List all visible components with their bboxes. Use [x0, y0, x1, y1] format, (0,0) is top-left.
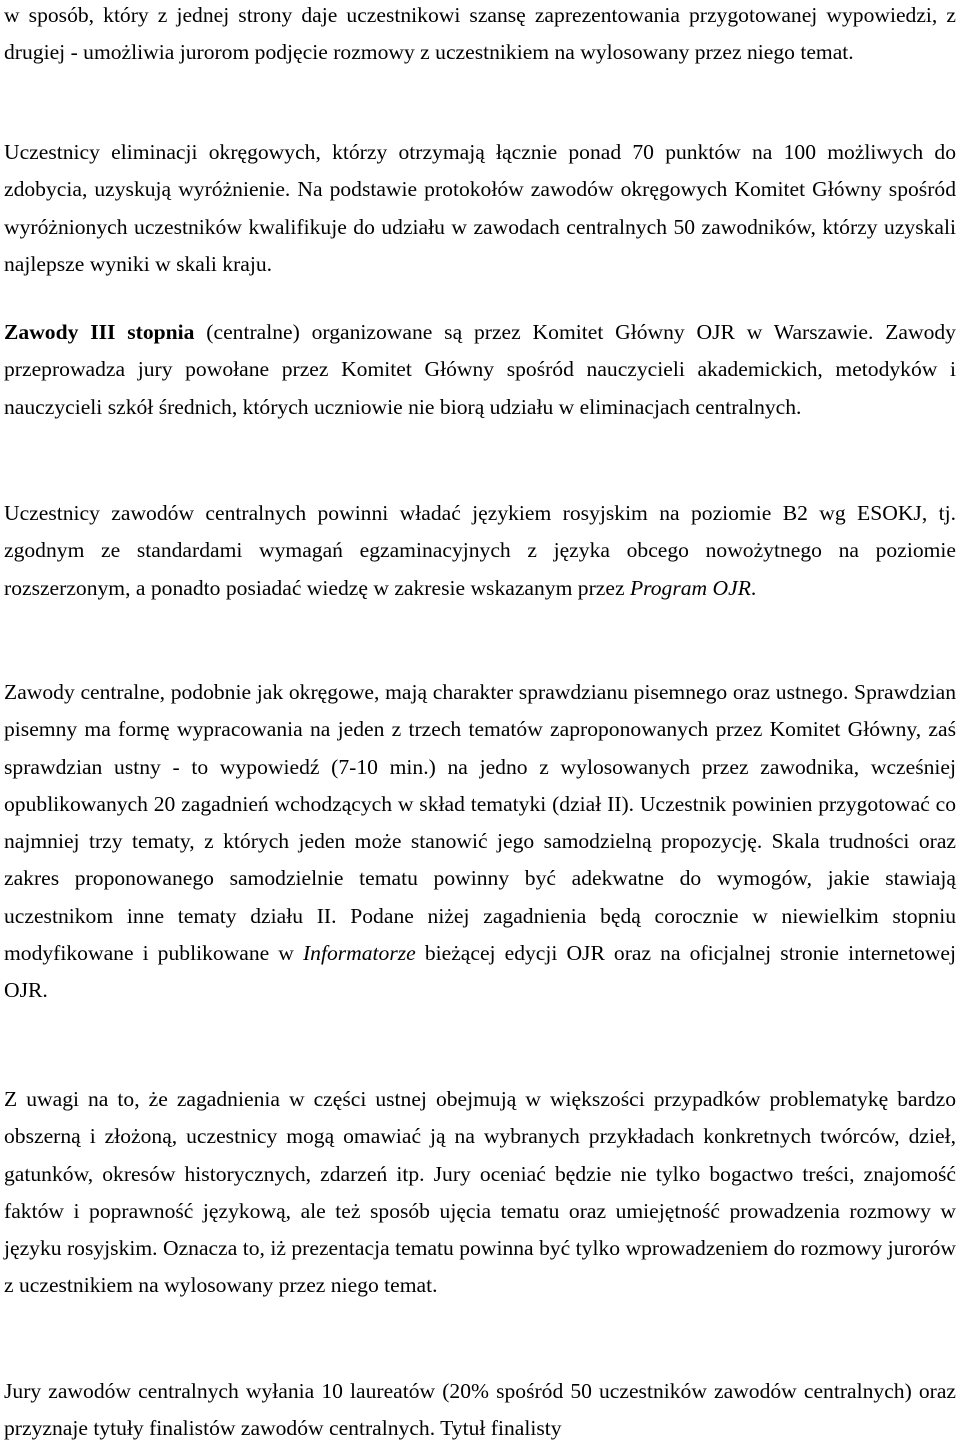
paragraph-language-level — [4, 495, 956, 607]
paragraph-oral-presentation: w sposób, który z jednej strony daje uczestnikowi szansę zaprezentowania przygotowanej wypowiedzi, z drugiej - umożliwia jurorom podjęcie rozmowy z uczestnikiem na wylosowany przez niego temat. — [4, 3, 956, 65]
paragraph-district-qualification: Uczestnicy eliminacji okręgowych, którzy otrzymają łącznie ponad 70 punktów na 100 możliwych do zdobycia, uzyskują wyróżnienie. Na podstawie protokołów zawodów okręgowych Komitet Główny spośród wyróżnionych uczestników kwalifikuje do udziału w zawodach centralnych 50 zawodników, którzy uzyskali najlepsze wyniki w skali kraju. — [4, 140, 956, 276]
program-ojr-reference: Program OJR — [629, 575, 751, 600]
language-level-text: Uczestnicy zawodów centralnych powinni władać językiem rosyjskim na poziomie B2 wg ESOKJ, tj. zgodnym ze standardami wymagań egzaminacyjnych z języka obcego nowożytnego na poziomie rozszerzonym, a ponadto posiadać wiedzę w zakresie wskazanym przez — [4, 501, 956, 600]
paragraph-central-stage — [4, 314, 956, 426]
informator-reference: Informatorze — [302, 941, 416, 966]
language-level-end: . — [750, 575, 757, 600]
central-format-end: bieżącej edycji OJR oraz na oficjalnej stronie internetowej OJR. — [4, 941, 956, 1003]
central-format-text: Zawody centralne, podobnie jak okręgowe, mają charakter sprawdzianu pisemnego oraz ustnego. Sprawdzian pisemny ma formę wypracowania na jeden z trzech tematów zaproponowanych przez Komitet Główny, zaś sprawdzian ustny - to wypowiedź (7-10 min.) na jedno z wylosowanych przez zawodnika, wcześniej opublikowanych 20 zagadnień wchodzących w skład tematyki (dział II). Uczestnik powinien przygotować co najmniej trzy tematy, z których jeden może stanowić jego samodzielną propozycję. Skala trudności oraz zakres proponowanego samodzielnie tematu powinny być adekwatne do wymogów, jakie stawiają uczestnikom inne tematy działu II. Podane niżej zagadnienia będą corocznie w niewielkim stopniu modyfikowane i publikowane w — [4, 680, 956, 966]
paragraph-evaluation: Z uwagi na to, że zagadnienia w części ustnej obejmują w większości przypadków problematykę bardzo obszerną i złożoną, uczestnicy mogą omawiać ją na wybranych przykładach konkretnych twórców, dzieł, gatunków, okresów historycznych, zdarzeń itp. Jury oceniać będzie nie tylko bogactwo treści, znajomość faktów i poprawność językową, ale też sposób ujęcia tematu oraz umiejętność prowadzenia rozmowy w języku rosyjskim. Oznacza to, iż prezentacja tematu powinna być tylko wprowadzeniem do rozmowy jurorów z uczestnikiem na wylosowany przez niego temat. — [4, 1087, 956, 1298]
central-stage-text: (centralne) organizowane są przez Komitet Główny OJR w Warszawie. Zawody przeprowadza jury powołane przez Komitet Główny spośród nauczycieli akademickich, metodyków i nauczycieli szkół średnich, których uczniowie nie biorą udziału w eliminacjach centralnych. — [4, 320, 956, 419]
central-stage-heading: Zawody III stopnia — [4, 320, 195, 344]
paragraph-central-format — [4, 674, 956, 1010]
paragraph-laureates: Jury zawodów centralnych wyłania 10 laureatów (20% spośród 50 uczestników zawodów centralnych) oraz przyznaje tytuły finalistów zawodów centralnych. Tytuł finalisty — [4, 1379, 956, 1441]
